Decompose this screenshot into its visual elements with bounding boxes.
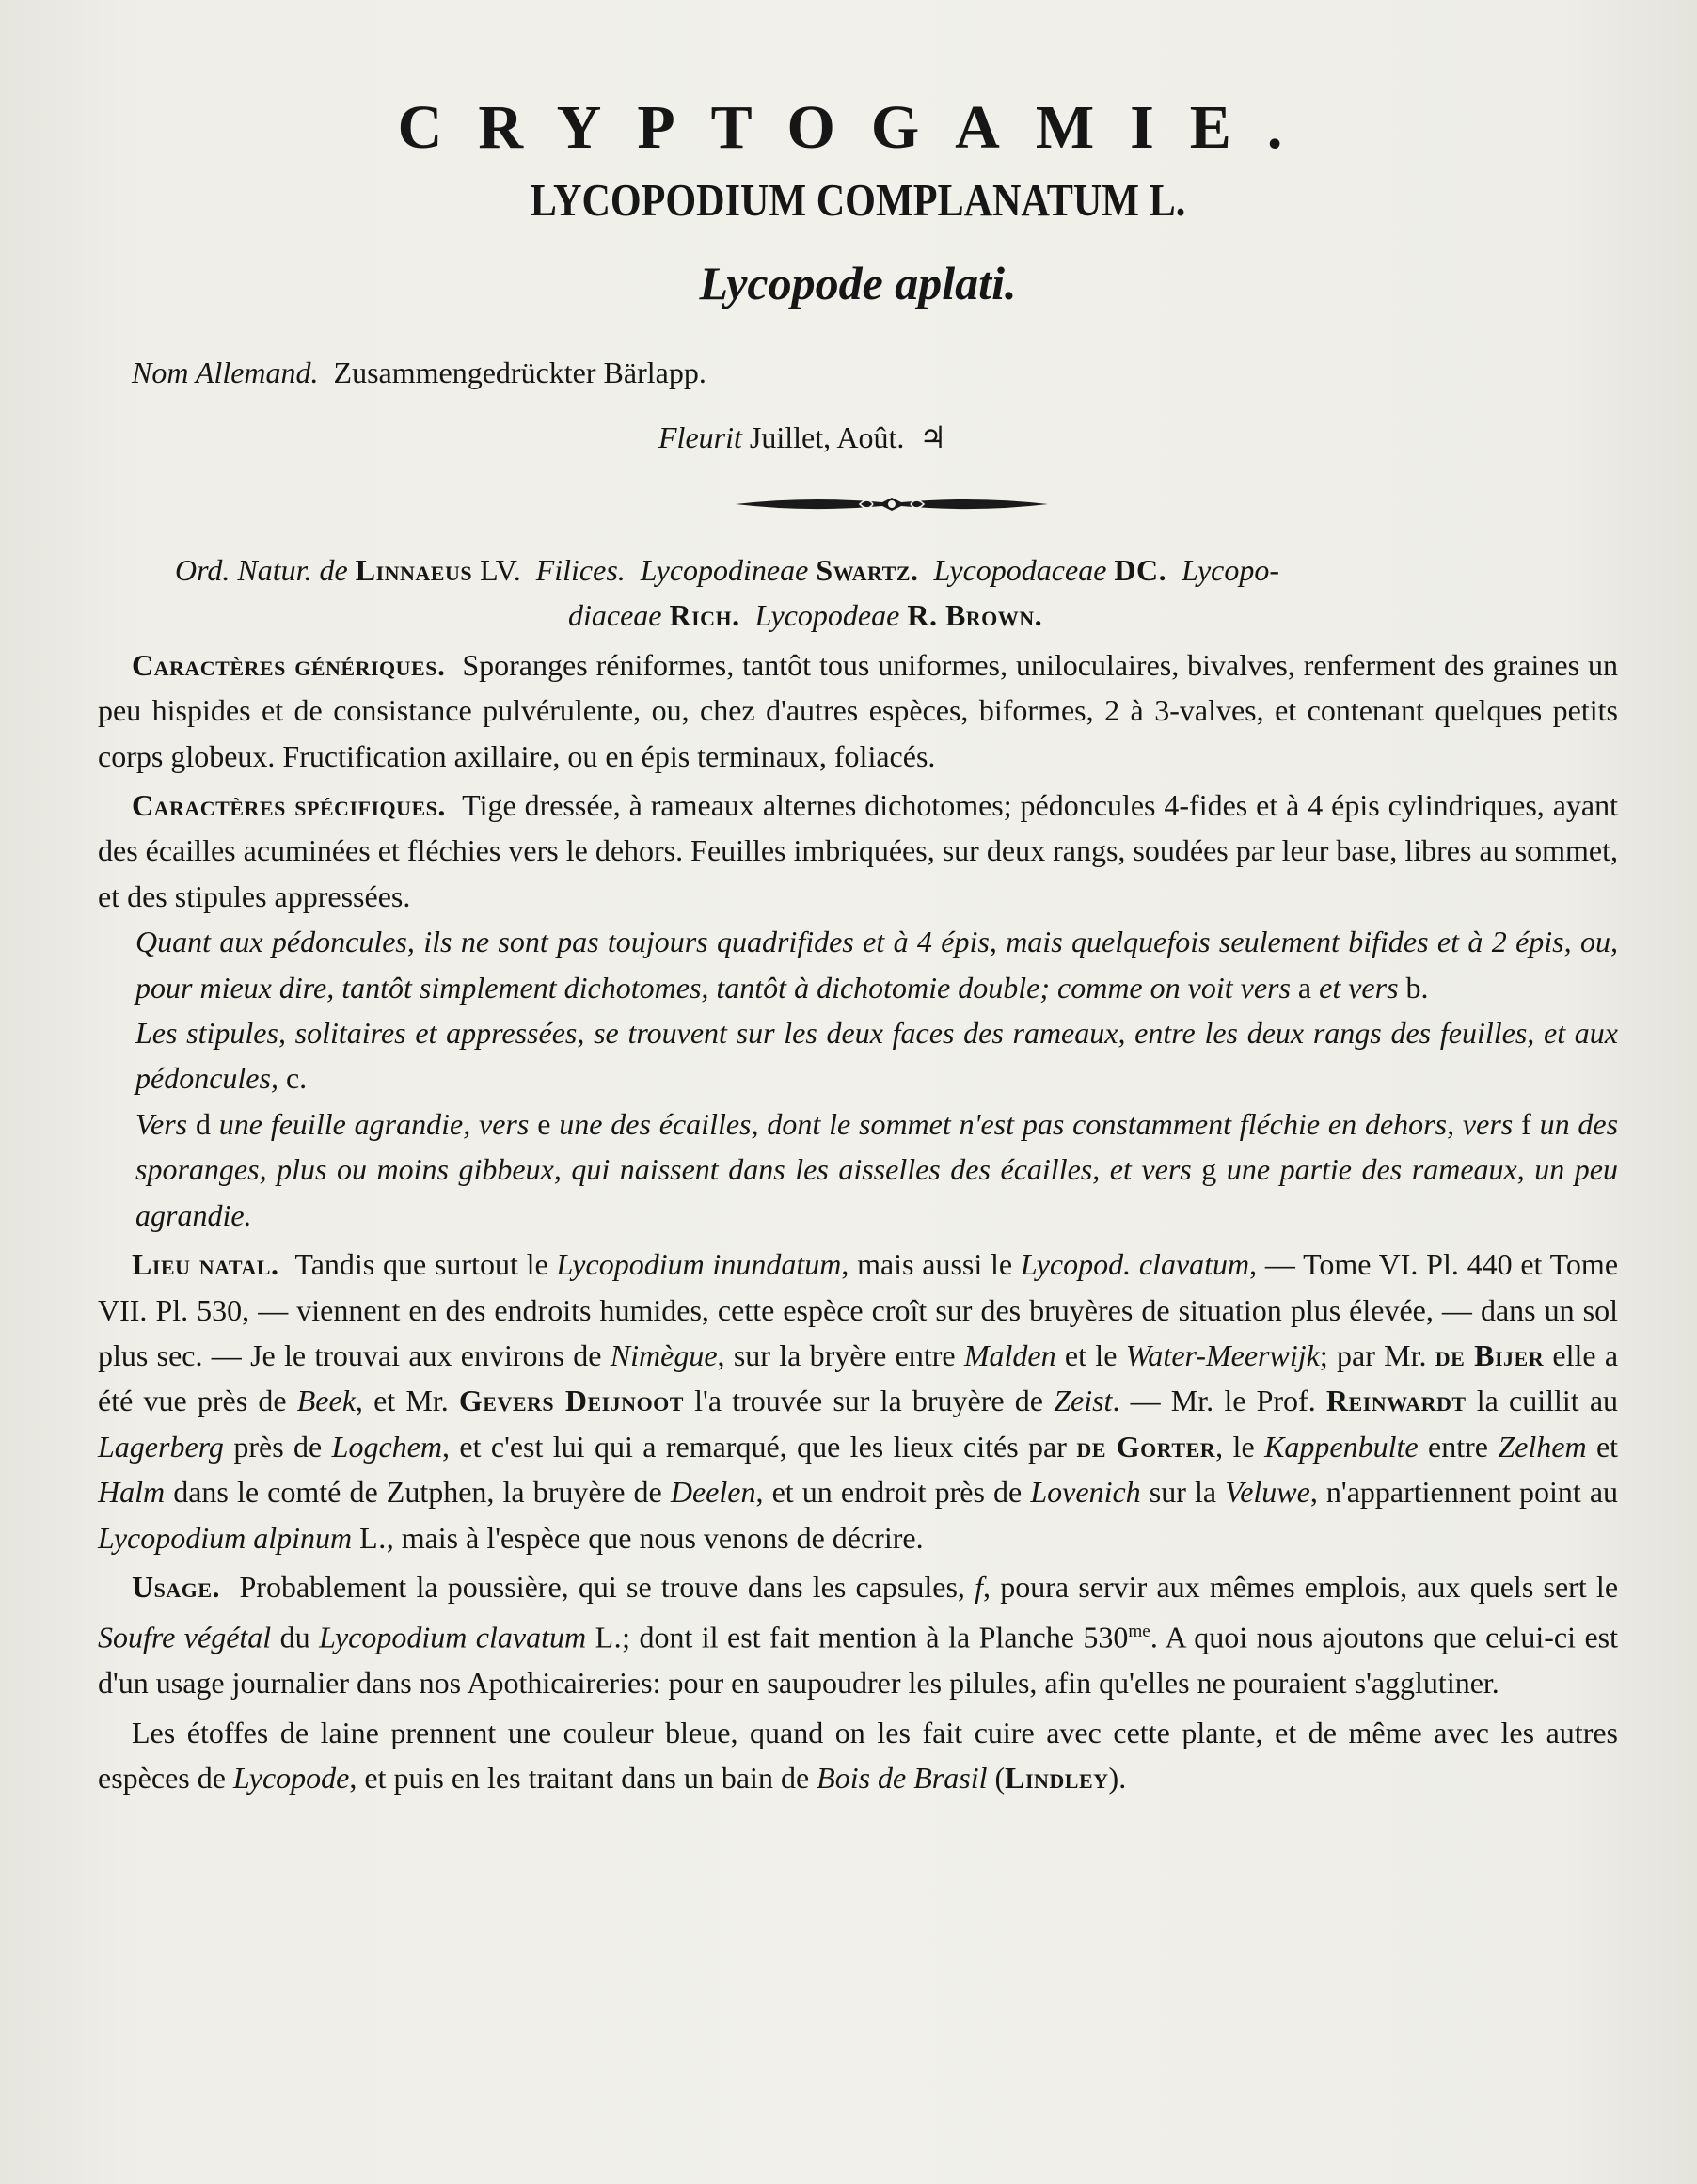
place-name: Zelhem [1498, 1429, 1587, 1464]
ordinal-suffix: me [1128, 1622, 1150, 1642]
place-name: Malden [963, 1337, 1056, 1372]
ornament-divider-icon [732, 492, 1052, 516]
habitat-text: et le [1064, 1337, 1118, 1372]
habitat-text: la cuillit au [1476, 1384, 1619, 1418]
german-value: Zusammengedrückter Bärlapp. [333, 356, 706, 389]
family-lycopodaceae: Lycopodaceae [933, 553, 1107, 587]
flowering-line [658, 419, 946, 455]
habitat-text: ; par Mr. [1319, 1337, 1427, 1372]
german-name-line [132, 356, 706, 390]
habitat-text: Tandis que surtout le [294, 1247, 548, 1282]
habitat-text: et [1595, 1429, 1619, 1464]
person-name: de Bijer [1435, 1337, 1545, 1372]
final-text: ). [1108, 1761, 1127, 1796]
author-dc: DC. [1114, 553, 1167, 587]
substance-name: Bois de Brasil [817, 1761, 988, 1796]
taxon-name: Lycopodium clavatum [319, 1621, 587, 1654]
author-abbrev: L. [359, 1520, 387, 1555]
place-name: Water-Meerwijk [1125, 1337, 1320, 1372]
note-text: Les stipules, solitaires et appressées, se trouvent sur les deux faces des rameaux, entre les deux rangs des feuilles, et aux pédoncules, [135, 1016, 1618, 1096]
species-name: LYCOPODIUM COMPLANATUM L. [530, 174, 1186, 226]
person-name: Lindley [1005, 1761, 1109, 1796]
habitat-text: , — Tome VI. Pl. 440 et Tome VII. Pl. 530, — viennent en des endroits humides, cette espèce croît sur des bruyères de situation plus élevée, — dans un sol plus sec. — Je le trouvai aux environs de [98, 1247, 1619, 1372]
usage-text: . A quoi nous ajoutons que celui-ci est d'un usage journalier dans nos Apothicaireries: pour en saupoudrer les pilules, afin qu'elles ne pouraient s'agglutiner. [98, 1621, 1619, 1701]
place-name: Beek [296, 1384, 356, 1418]
habitat-text: elle a été vue près de [98, 1337, 1619, 1418]
habitat-text: , sur la bryère entre [717, 1337, 956, 1372]
generic-label: Caractères génériques. [132, 647, 446, 682]
habitat-text: , et un endroit près de [755, 1475, 1023, 1510]
specific-characters [98, 783, 1618, 919]
final-text: Les étoffes de laine prennent une couleur bleue, quand on les fait cuire avec cette plante, et de même avec les autres espèces de [98, 1715, 1618, 1796]
author-swartz: Swartz. [816, 553, 919, 587]
order-line-1 [98, 547, 1618, 593]
place-name: Halm [98, 1475, 166, 1510]
note-text: une feuille agrandie, vers [218, 1106, 530, 1141]
usage-label: Usage. [132, 1569, 221, 1604]
note-peduncles [98, 919, 1618, 1010]
usage-text: , poura servir aux mêmes emplois, aux quels sert le [983, 1569, 1619, 1604]
person-name: Gevers Deijnoot [458, 1384, 684, 1418]
figure-ref: a [1297, 970, 1312, 1005]
place-name: Lagerberg [98, 1429, 224, 1464]
substance-name: Soufre végétal [98, 1621, 272, 1654]
usage-paragraph [98, 1564, 1618, 1706]
note-figures [98, 1101, 1618, 1238]
place-name: Kappenbulte [1264, 1429, 1419, 1464]
usage-text: ; dont il est fait mention à la Planche 530 [622, 1621, 1129, 1654]
habitat-text: , mais à l'espèce que nous venons de décrire. [386, 1520, 924, 1555]
note-text: Quant aux pédoncules, ils ne sont pas toujours quadrifides et à 4 épis, mais quelquefois seulement bifides et à 2 épis, ou, pour mieux dire, tantôt simplement dichotomes, tantôt à dichotomie double; comme on voit vers [135, 925, 1618, 1005]
perennial-symbol: ♃ [919, 420, 947, 454]
habitat-text: près de [233, 1429, 323, 1464]
author-linnaeus: Linnaeus [355, 553, 473, 587]
place-name: Zeist [1054, 1384, 1113, 1418]
family-lycopodiaceae-start: Lycopo- [1182, 553, 1280, 587]
figure-ref: g [1201, 1152, 1217, 1187]
habitat-text: , et c'est lui qui a remarqué, que les lieux cités par [441, 1429, 1067, 1464]
specific-label: Caractères spécifiques. [132, 788, 446, 823]
order-line-2 [98, 593, 1618, 638]
generic-text: Sporanges réniformes, tantôt tous uniformes, uniloculaires, bivalves, renferment des graines un peu hispides et de consistance pulvérulente, ou, chez d'autres espèces, biformes, 2 à 3-valves, et contenant quelques petits corps globeux. Fructification axillaire, ou en épis terminaux, foliacés. [98, 647, 1619, 773]
figure-ref: f [1521, 1106, 1531, 1141]
place-name: Nimègue [610, 1337, 718, 1372]
taxon-name: Lycopodium inundatum [556, 1247, 842, 1282]
final-text: ( [994, 1761, 1006, 1796]
note-stipules [98, 1010, 1618, 1101]
family-lycopodiaceae-end: diaceae [568, 598, 662, 633]
author-rich: Rich. [669, 598, 740, 633]
habitat-text: , le [1215, 1429, 1255, 1464]
family-filices: Filices. [535, 553, 626, 587]
habitat-text: l'a trouvée sur la bruyère de [694, 1384, 1044, 1418]
place-name: Veluwe [1225, 1475, 1310, 1510]
author-abbrev: L. [595, 1621, 623, 1654]
taxon-name: Lycopod. clavatum [1020, 1247, 1250, 1282]
family-lycopodeae: Lycopodeae [754, 598, 900, 633]
person-name: Reinwardt [1325, 1384, 1467, 1418]
final-text: , et puis en les traitant dans un bain de [349, 1761, 810, 1796]
place-name: Logchem [331, 1429, 442, 1464]
habitat-text: dans le comté de Zutphen, la bruyère de [173, 1475, 662, 1510]
figure-ref: d [195, 1106, 211, 1141]
habitat-label: Lieu natal. [132, 1247, 279, 1282]
figure-ref: b. [1405, 970, 1429, 1005]
order-number: LV. [480, 553, 521, 587]
page-title: CRYPTOGAMIE. [397, 93, 1319, 162]
flowering-months: Juillet, Août. [749, 420, 905, 454]
habitat-text: , et Mr. [355, 1384, 449, 1418]
specific-text: Tige dressée, à rameaux alternes dichotomes; pédoncules 4-fides et à 4 épis cylindriques, ayant des écailles acuminées et fléchies vers le dehors. Feuilles imbriquées, sur deux rangs, soudées par leur base, libres au sommet, et des stipules appressées. [98, 788, 1619, 913]
order-label: Ord. Natur. de [175, 553, 348, 587]
generic-characters [98, 642, 1618, 779]
final-paragraph [98, 1710, 1618, 1801]
flowering-label: Fleurit [658, 420, 742, 454]
place-name: Lovenich [1030, 1475, 1141, 1510]
habitat-text: , n'appartiennent point au [1309, 1475, 1619, 1510]
habitat-text: sur la [1149, 1475, 1217, 1510]
place-name: Deelen [670, 1475, 756, 1510]
family-lycopodineae: Lycopodineae [640, 553, 809, 587]
habitat-text: . — Mr. le Prof. [1112, 1384, 1316, 1418]
person-name: de Gorter [1076, 1429, 1216, 1464]
figure-ref: f [975, 1569, 984, 1604]
taxon-name: Lycopode [232, 1761, 350, 1796]
note-text: une des écailles, dont le sommet n'est pas constamment fléchie en dehors, vers [559, 1106, 1514, 1141]
figure-ref: e [537, 1106, 551, 1141]
usage-text: du [279, 1621, 310, 1654]
author-brown: R. Brown. [907, 598, 1043, 633]
habitat-text: , mais aussi le [841, 1247, 1013, 1282]
figure-ref: c. [285, 1061, 308, 1096]
note-text: un des sporanges, plus ou moins gibbeux, qui naissent dans les aisselles des écailles, et vers [135, 1106, 1619, 1187]
note-text: et vers [1319, 970, 1399, 1005]
body-text [98, 547, 1618, 1801]
taxon-name: Lycopodium alpinum [98, 1520, 353, 1555]
habitat-text: entre [1428, 1429, 1488, 1464]
french-name: Lycopode aplati. [699, 257, 1017, 309]
usage-text: Probablement la poussière, qui se trouve dans les capsules, [239, 1569, 965, 1604]
note-text: une partie des rameaux, un peu agrandie. [135, 1152, 1619, 1232]
note-text: Vers [135, 1106, 188, 1141]
german-label: Nom Allemand. [132, 356, 319, 389]
habitat-paragraph [98, 1242, 1618, 1560]
